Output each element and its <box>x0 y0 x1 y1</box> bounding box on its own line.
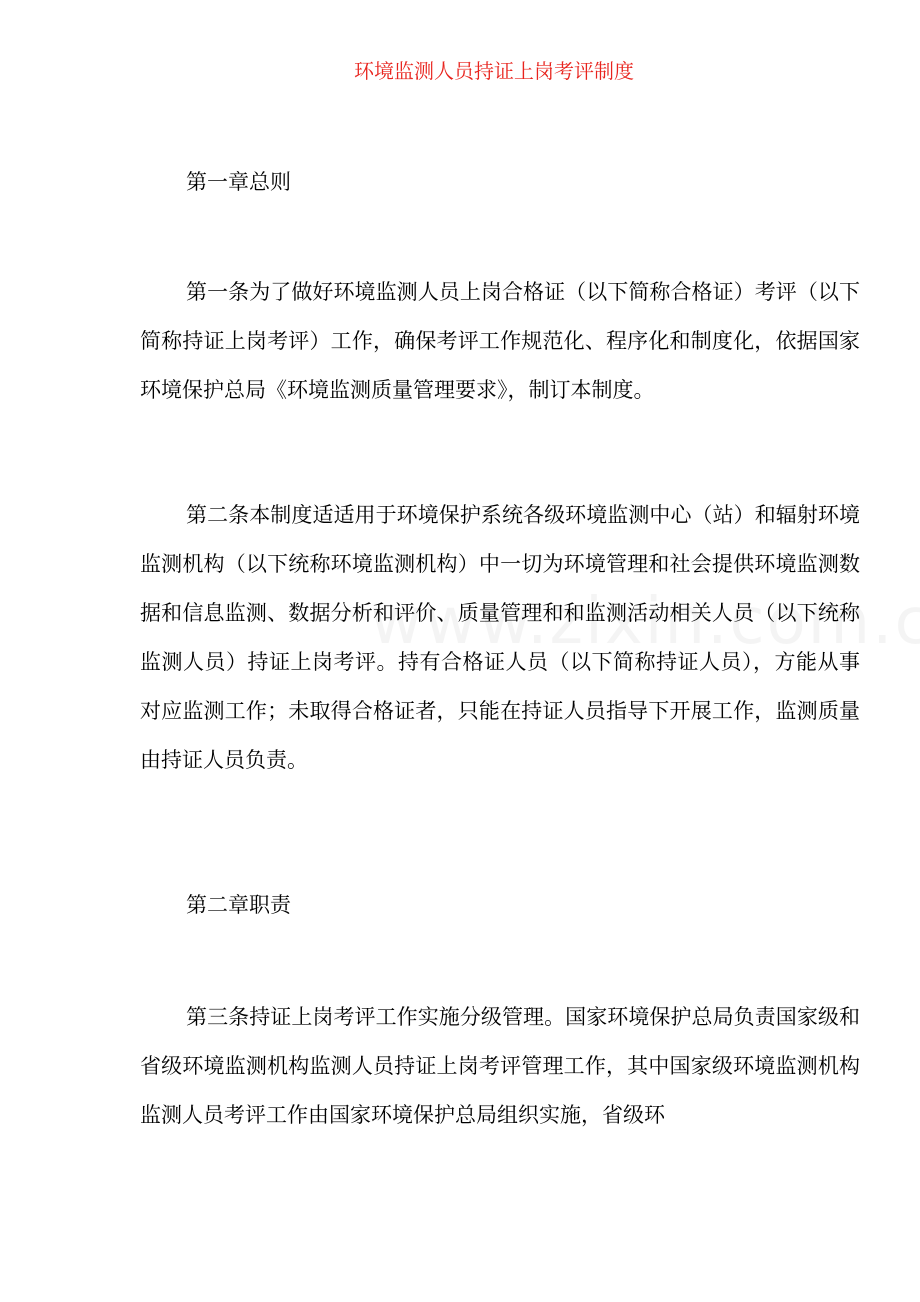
article-1-paragraph: 第一条为了做好环境监测人员上岗合格证（以下简称合格证）考评（以下简称持证上岗考评）工作，确保考评工作规范化、程序化和制度化，依据国家环境保护总局《环境监测质量管理要求》，制订本制度。 <box>140 280 860 402</box>
chapter-heading-2: 第二章职责 <box>186 893 291 917</box>
article-2-paragraph: 第二条本制度适适用于环境保护系统各级环境监测中心（站）和辐射环境监测机构（以下统称环境监测机构）中一切为环境管理和社会提供环境监测数据和信息监测、数据分析和评价、质量管理和和监测活动相关人员（以下统称监测人员）持证上岗考评。持有合格证人员（以下简称持证人员），方能从事对应监测工作；未取得合格证者，只能在持证人员指导下开展工作，监测质量由持证人员负责。 <box>140 503 860 772</box>
document-title: 环境监测人员持证上岗考评制度 <box>354 59 634 83</box>
article-3-paragraph: 第三条持证上岗考评工作实施分级管理。国家环境保护总局负责国家级和省级环境监测机构监测人员持证上岗考评管理工作，其中国家级环境监测机构监测人员考评工作由国家环境保护总局组织实施，省级环 <box>140 1005 860 1127</box>
chapter-heading-1: 第一章总则 <box>186 170 291 194</box>
